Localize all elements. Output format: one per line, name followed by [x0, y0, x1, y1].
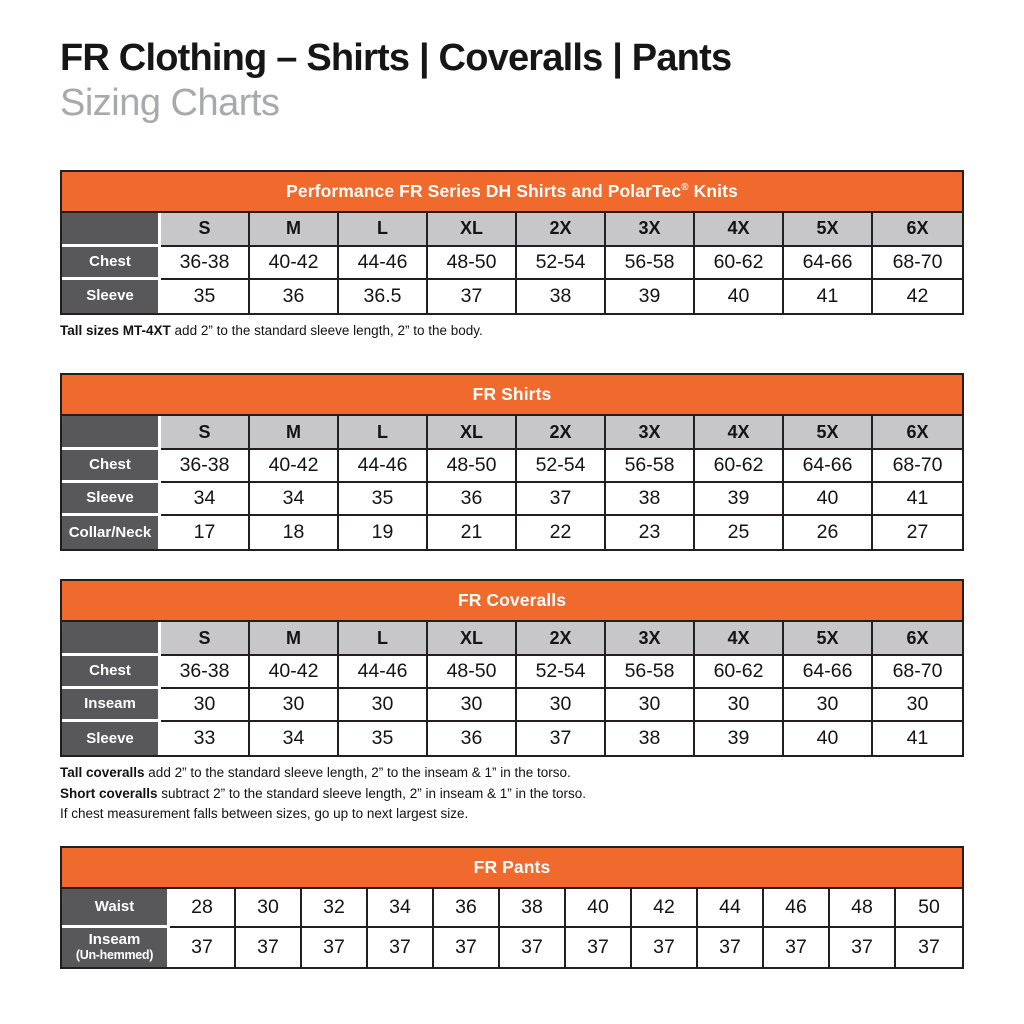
size-header-cell: 5X: [784, 622, 873, 656]
data-cell: 56-58: [606, 450, 695, 483]
table-row: [62, 247, 962, 280]
data-cell: 37: [517, 483, 606, 516]
size-header-cell: 2X: [517, 416, 606, 450]
data-cell: 52-54: [517, 247, 606, 280]
data-cell: 36: [428, 483, 517, 516]
table-row: [62, 483, 962, 516]
data-cell: 44-46: [339, 656, 428, 689]
data-cell: 56-58: [606, 247, 695, 280]
data-cell: 39: [695, 483, 784, 516]
data-cell: 38: [500, 889, 566, 928]
size-header-cell: M: [250, 622, 339, 656]
data-cell: 30: [161, 689, 250, 722]
data-cell: 36: [434, 889, 500, 928]
size-header-cell: S: [161, 213, 250, 247]
data-cell: 23: [606, 516, 695, 549]
table-title-bar: FR Shirts: [62, 375, 962, 416]
corner-cell: [62, 622, 161, 656]
data-cell: 26: [784, 516, 873, 549]
data-cell: 17: [161, 516, 250, 549]
size-header-cell: M: [250, 213, 339, 247]
size-header-cell: S: [161, 622, 250, 656]
size-header-cell: M: [250, 416, 339, 450]
data-cell: 37: [698, 928, 764, 967]
page-header: [60, 36, 964, 126]
row-label: Chest: [62, 656, 161, 689]
page-subtitle: Sizing Charts: [60, 82, 280, 125]
table-row: [62, 689, 962, 722]
data-cell: 37: [632, 928, 698, 967]
data-cell: 18: [250, 516, 339, 549]
data-cell: 35: [161, 280, 250, 313]
table-notes: [60, 764, 964, 824]
size-header-cell: 6X: [873, 213, 962, 247]
size-header-cell: L: [339, 622, 428, 656]
data-cell: 27: [873, 516, 962, 549]
data-cell: 34: [250, 483, 339, 516]
data-cell: 44-46: [339, 450, 428, 483]
row-label: Waist: [62, 889, 170, 928]
note-line: Tall coveralls add 2” to the standard sleeve length, 2” to the inseam & 1” in the torso.: [60, 765, 571, 781]
row-label: Inseam (Un-hemmed): [62, 928, 170, 967]
size-header-cell: XL: [428, 622, 517, 656]
data-cell: 40-42: [250, 450, 339, 483]
corner-cell: [62, 416, 161, 450]
table-row: [62, 280, 962, 313]
table-notes: [60, 322, 964, 341]
data-cell: 48-50: [428, 450, 517, 483]
data-cell: 48-50: [428, 656, 517, 689]
size-header-cell: XL: [428, 213, 517, 247]
size-header-cell: 6X: [873, 622, 962, 656]
data-cell: 37: [500, 928, 566, 967]
size-header-cell: XL: [428, 416, 517, 450]
size-header-cell: 4X: [695, 416, 784, 450]
data-cell: 30: [250, 689, 339, 722]
data-cell: 30: [873, 689, 962, 722]
data-cell: 48: [830, 889, 896, 928]
data-cell: 52-54: [517, 450, 606, 483]
data-cell: 40-42: [250, 656, 339, 689]
data-cell: 37: [830, 928, 896, 967]
data-cell: 42: [873, 280, 962, 313]
data-cell: 40-42: [250, 247, 339, 280]
data-cell: 36-38: [161, 450, 250, 483]
data-cell: 38: [517, 280, 606, 313]
data-cell: 30: [784, 689, 873, 722]
table-row: [62, 928, 962, 967]
table-title-bar: Performance FR Series DH Shirts and PolarTec® Knits: [62, 172, 962, 213]
size-header-cell: L: [339, 416, 428, 450]
size-header-cell: 3X: [606, 622, 695, 656]
table-row: [62, 656, 962, 689]
row-label: Inseam: [62, 689, 161, 722]
data-cell: 40: [695, 280, 784, 313]
row-label: Collar/Neck: [62, 516, 161, 549]
sizing-table: [60, 846, 964, 969]
data-cell: 40: [784, 483, 873, 516]
data-cell: 37: [302, 928, 368, 967]
row-label: Chest: [62, 450, 161, 483]
size-header-cell: S: [161, 416, 250, 450]
data-cell: 32: [302, 889, 368, 928]
data-cell: 30: [236, 889, 302, 928]
sizing-table-section: [60, 373, 964, 551]
row-label: Sleeve: [62, 483, 161, 516]
data-cell: 28: [170, 889, 236, 928]
size-header-cell: 2X: [517, 622, 606, 656]
data-cell: 46: [764, 889, 830, 928]
table-row: [62, 516, 962, 549]
data-cell: 44-46: [339, 247, 428, 280]
data-cell: 38: [606, 722, 695, 755]
data-cell: 64-66: [784, 450, 873, 483]
size-header-cell: 2X: [517, 213, 606, 247]
data-cell: 35: [339, 722, 428, 755]
data-cell: 56-58: [606, 656, 695, 689]
data-cell: 40: [566, 889, 632, 928]
data-cell: 37: [170, 928, 236, 967]
data-cell: 64-66: [784, 656, 873, 689]
note-line: If chest measurement falls between sizes, go up to next largest size.: [60, 806, 469, 822]
data-cell: 36-38: [161, 247, 250, 280]
size-header-cell: 3X: [606, 416, 695, 450]
data-cell: 19: [339, 516, 428, 549]
size-header-cell: 4X: [695, 622, 784, 656]
size-header-cell: 5X: [784, 213, 873, 247]
note-line: Tall sizes MT-4XT add 2” to the standard sleeve length, 2” to the body.: [60, 322, 483, 338]
table-title-bar: FR Pants: [62, 848, 962, 889]
data-cell: 64-66: [784, 247, 873, 280]
sizing-table-section: [60, 579, 964, 824]
data-cell: 30: [606, 689, 695, 722]
size-header-cell: L: [339, 213, 428, 247]
sizing-table: [60, 170, 964, 315]
data-cell: 38: [606, 483, 695, 516]
size-header-cell: 3X: [606, 213, 695, 247]
data-cell: 36: [250, 280, 339, 313]
page-title: FR Clothing – Shirts | Coveralls | Pants: [60, 37, 732, 79]
data-cell: 37: [566, 928, 632, 967]
note-line: Short coveralls subtract 2” to the standard sleeve length, 2” in inseam & 1” in the torso.: [60, 785, 587, 801]
data-cell: 30: [339, 689, 428, 722]
data-cell: 37: [434, 928, 500, 967]
data-cell: 37: [896, 928, 962, 967]
data-cell: 36: [428, 722, 517, 755]
table-title-bar: FR Coveralls: [62, 581, 962, 622]
size-header-cell: 6X: [873, 416, 962, 450]
data-cell: 50: [896, 889, 962, 928]
data-cell: 37: [428, 280, 517, 313]
data-cell: 41: [873, 483, 962, 516]
table-row: [62, 722, 962, 755]
sizing-table: [60, 373, 964, 551]
data-cell: 44: [698, 889, 764, 928]
sizing-table-section: [60, 846, 964, 969]
data-cell: 48-50: [428, 247, 517, 280]
data-cell: 41: [873, 722, 962, 755]
row-label: Sleeve: [62, 280, 161, 313]
data-cell: 39: [695, 722, 784, 755]
size-header-cell: 5X: [784, 416, 873, 450]
tables-container: [60, 170, 964, 969]
data-cell: 30: [517, 689, 606, 722]
data-cell: 52-54: [517, 656, 606, 689]
data-cell: 30: [428, 689, 517, 722]
size-header-cell: 4X: [695, 213, 784, 247]
data-cell: 37: [517, 722, 606, 755]
data-cell: 30: [695, 689, 784, 722]
data-cell: 60-62: [695, 450, 784, 483]
data-cell: 60-62: [695, 247, 784, 280]
data-cell: 40: [784, 722, 873, 755]
data-cell: 42: [632, 889, 698, 928]
data-cell: 36-38: [161, 656, 250, 689]
data-cell: 33: [161, 722, 250, 755]
data-cell: 39: [606, 280, 695, 313]
sizing-table-section: [60, 170, 964, 341]
data-cell: 68-70: [873, 656, 962, 689]
registered-trademark-symbol: ®: [681, 181, 689, 193]
row-label: Chest: [62, 247, 161, 280]
data-cell: 22: [517, 516, 606, 549]
data-cell: 37: [764, 928, 830, 967]
data-cell: 34: [368, 889, 434, 928]
table-row: [62, 450, 962, 483]
data-cell: 37: [236, 928, 302, 967]
table-row: [62, 889, 962, 928]
data-cell: 34: [161, 483, 250, 516]
sizing-table: [60, 579, 964, 757]
data-cell: 37: [368, 928, 434, 967]
corner-cell: [62, 213, 161, 247]
data-cell: 36.5: [339, 280, 428, 313]
data-cell: 35: [339, 483, 428, 516]
data-cell: 21: [428, 516, 517, 549]
row-sublabel: (Un-hemmed): [75, 948, 154, 963]
data-cell: 68-70: [873, 450, 962, 483]
row-label: Sleeve: [62, 722, 161, 755]
data-cell: 34: [250, 722, 339, 755]
data-cell: 68-70: [873, 247, 962, 280]
data-cell: 41: [784, 280, 873, 313]
data-cell: 25: [695, 516, 784, 549]
data-cell: 60-62: [695, 656, 784, 689]
